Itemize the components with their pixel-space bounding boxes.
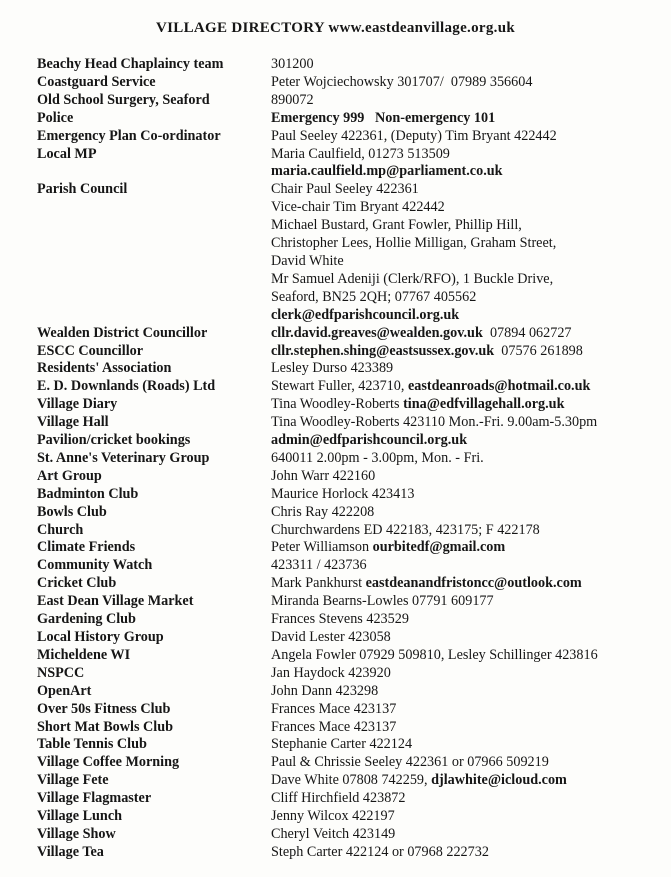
entry-details [271,486,662,504]
entry-label: Wealden District Councillor [37,324,208,341]
entry-detail-line [271,719,662,737]
entry-details [271,92,662,110]
entry-details [271,468,662,486]
entry-details [271,683,662,701]
email-address: tina@edfvillagehall.org.uk [403,396,565,413]
entry-label: Art Group [37,467,102,484]
page-title: VILLAGE DIRECTORY www.eastdeanvillage.org.uk [156,20,515,36]
entry-details [271,325,662,343]
directory-list [37,56,662,862]
entry-label: Over 50s Fitness Club [37,700,171,717]
entry-details [271,736,662,754]
detail-text: 640011 2.00pm - 3.00pm, Mon. - Fri. [271,449,484,466]
entry-detail-line [271,253,662,271]
entry-details [271,146,662,182]
entry-detail-line [271,414,662,432]
entry-details [271,701,662,719]
entry-label: Bowls Club [37,503,107,520]
detail-text: Vice-chair Tim Bryant 422442 [271,199,445,216]
detail-text: 301200 [271,56,314,72]
entry-details [271,593,662,611]
email-address: djlawhite@icloud.com [431,772,567,789]
directory-entry [37,736,662,754]
directory-entry [37,647,662,665]
entry-details [271,378,662,396]
entry-label: Village Show [37,825,116,842]
email-address: cllr.stephen.shing@eastsussex.gov.uk [271,342,495,359]
entry-label: Church [37,521,84,538]
entry-details [271,450,662,468]
entry-label: Parish Council [37,181,128,198]
entry-label: St. Anne's Veterinary Group [37,449,210,466]
email-address: clerk@edfparishcouncil.org.uk [271,306,460,323]
entry-detail-line [271,593,662,611]
entry-label: Local MP [37,145,97,162]
entry-label: Village Lunch [37,808,123,825]
entry-details [271,844,662,862]
entry-label: E. D. Downlands (Roads) Ltd [37,378,216,395]
entry-details [271,56,662,74]
directory-entry [37,74,662,92]
detail-text: Chris Ray 422208 [271,503,375,520]
detail-text: Maurice Horlock 423413 [271,485,415,502]
entry-detail-line [271,128,662,146]
entry-detail-line [271,665,662,683]
entry-label: Village Hall [37,414,109,431]
entry-detail-line [271,647,662,665]
entry-detail-line [271,199,662,217]
entry-details [271,539,662,557]
entry-label: Village Tea [37,843,104,860]
email-address: eastdeanroads@hotmail.co.uk [407,378,591,395]
email-address: cllr.david.greaves@wealden.gov.uk [271,324,483,341]
entry-detail-line [271,74,662,92]
entry-detail-line [271,468,662,486]
entry-label: Table Tennis Club [37,736,147,753]
entry-detail-line [271,163,662,181]
detail-text: Steph Carter 422124 or 07968 222732 [271,843,489,860]
entry-detail-line [271,683,662,701]
detail-text: Churchwardens ED 422183, 423175; F 422178 [271,521,540,538]
entry-details [271,128,662,146]
directory-entry [37,396,662,414]
entry-details [271,826,662,844]
entry-detail-line [271,736,662,754]
directory-entry [37,325,662,343]
detail-text: Dave White 07808 742259, [271,772,432,789]
detail-text: Tina Woodley-Roberts 423110 Mon.-Fri. 9.00am-5.30pm [271,414,598,431]
detail-text: Cliff Hirchfield 423872 [271,790,406,807]
entry-detail-line [271,289,662,307]
entry-detail-line [271,611,662,629]
detail-text: 07576 261898 [494,342,583,359]
entry-detail-line [271,92,662,110]
entry-detail-line [271,450,662,468]
entry-label: Community Watch [37,557,153,574]
entry-detail-line [271,539,662,557]
entry-details [271,772,662,790]
entry-label: Cricket Club [37,575,117,592]
entry-detail-line [271,504,662,522]
email-address: eastdeanandfristoncc@outlook.com [365,575,582,592]
entry-detail-line [271,522,662,540]
entry-detail-line [271,396,662,414]
directory-entry [37,56,662,74]
entry-detail-line [271,557,662,575]
detail-text: Peter Williamson [271,539,373,556]
entry-detail-line [271,790,662,808]
directory-entry [37,128,662,146]
entry-details [271,360,662,378]
entry-details [271,522,662,540]
detail-text: 07894 062727 [482,324,572,341]
entry-label: Old School Surgery, Seaford [37,91,210,108]
entry-details [271,557,662,575]
directory-entry [37,539,662,557]
directory-entry [37,468,662,486]
entry-label: Climate Friends [37,539,136,556]
detail-text: Paul & Chrissie Seeley 422361 or 07966 509219 [271,754,549,771]
directory-entry [37,683,662,701]
entry-label: Gardening Club [37,611,136,628]
entry-label: Short Mat Bowls Club [37,718,173,735]
detail-text: Peter Wojciechowsky 301707/ 07989 356604 [271,73,533,90]
email-address: admin@edfparishcouncil.org.uk [271,432,468,449]
entry-details [271,575,662,593]
entry-details [271,181,662,324]
detail-text: Chair Paul Seeley 422361 [271,181,419,198]
entry-details [271,432,662,450]
directory-entry [37,772,662,790]
entry-details [271,719,662,737]
detail-text: 890072 [271,91,314,108]
entry-label: Village Fete [37,772,109,789]
detail-text: Tina Woodley-Roberts [271,396,404,413]
entry-label: Village Coffee Morning [37,754,180,771]
detail-text: Stewart Fuller, 423710, [271,378,408,395]
entry-details [271,611,662,629]
entry-detail-line [271,217,662,235]
entry-detail-line [271,378,662,396]
detail-text: Mark Pankhurst [271,575,366,592]
entry-detail-line [271,486,662,504]
directory-entry [37,92,662,110]
directory-entry [37,719,662,737]
entry-detail-line [271,56,662,74]
entry-detail-line [271,844,662,862]
detail-text: David White [271,252,344,269]
entry-label: ESCC Councillor [37,342,144,359]
entry-details [271,74,662,92]
detail-text: Lesley Durso 423389 [271,360,394,377]
entry-detail-line [271,110,662,128]
directory-entry [37,611,662,629]
entry-detail-line [271,808,662,826]
detail-text: John Dann 423298 [271,682,379,699]
entry-label: OpenArt [37,682,92,699]
directory-entry [37,504,662,522]
entry-label: Local History Group [37,629,164,645]
entry-label: Residents' Association [37,360,172,377]
directory-entry [37,557,662,575]
email-address: ourbitedf@gmail.com [372,539,506,556]
directory-entry [37,110,662,128]
detail-text: Mr Samuel Adeniji (Clerk/RFO), 1 Buckle Drive, [271,270,554,287]
entry-label: Pavilion/cricket bookings [37,432,191,449]
directory-entry [37,450,662,468]
directory-entry [37,701,662,719]
directory-entry [37,360,662,378]
detail-text: Paul Seeley 422361, (Deputy) Tim Bryant 422442 [271,127,557,144]
directory-entry [37,790,662,808]
entry-detail-line [271,360,662,378]
entry-label: Micheldene WI [37,646,131,663]
detail-text: Cheryl Veitch 423149 [271,825,396,842]
entry-detail-line [271,325,662,343]
entry-details [271,414,662,432]
directory-entry [37,593,662,611]
entry-detail-line [271,575,662,593]
entry-detail-line [271,629,662,647]
email-address: maria.caulfield.mp@parliament.co.uk [271,163,503,180]
entry-detail-line [271,271,662,289]
detail-text: John Warr 422160 [271,467,376,484]
detail-text: Frances Stevens 423529 [271,611,409,628]
entry-detail-line [271,754,662,772]
detail-text: Michael Bustard, Grant Fowler, Phillip Hill, [271,217,522,234]
detail-text: Christopher Lees, Hollie Milligan, Graham Street, [271,235,557,252]
directory-entry [37,343,662,361]
directory-entry [37,378,662,396]
detail-text: Frances Mace 423137 [271,700,397,717]
directory-entry [37,826,662,844]
detail-text: Jan Haydock 423920 [271,664,391,681]
directory-entry [37,522,662,540]
detail-text: Angela Fowler 07929 509810, Lesley Schillinger 423816 [271,646,598,663]
directory-entry [37,808,662,826]
directory-entry [37,432,662,450]
entry-details [271,504,662,522]
entry-detail-line [271,235,662,253]
directory-entry [37,844,662,862]
entry-label: Beachy Head Chaplaincy team [37,56,224,72]
detail-text: Jenny Wilcox 422197 [271,808,395,825]
entry-details [271,665,662,683]
detail-text: Miranda Bearns-Lowles 07791 609177 [271,593,494,610]
detail-text: 423311 / 423736 [271,557,367,574]
entry-label: NSPCC [37,664,85,681]
detail-text: Stephanie Carter 422124 [271,736,413,753]
directory-entry [37,665,662,683]
entry-details [271,808,662,826]
entry-label: Village Flagmaster [37,790,152,807]
entry-details [271,647,662,665]
entry-label: Emergency Plan Co-ordinator [37,127,221,144]
entry-details [271,790,662,808]
directory-entry [37,575,662,593]
entry-detail-line [271,343,662,361]
entry-details [271,343,662,361]
entry-detail-line [271,181,662,199]
entry-details [271,110,662,128]
entry-detail-line [271,701,662,719]
directory-entry [37,181,662,324]
entry-label: East Dean Village Market [37,593,194,610]
entry-detail-line [271,307,662,325]
entry-details [271,754,662,772]
entry-details [271,629,662,647]
entry-label: Police [37,109,74,126]
entry-detail-line [271,432,662,450]
directory-entry [37,486,662,504]
directory-entry [37,146,662,182]
entry-details [271,396,662,414]
directory-entry [37,414,662,432]
detail-text: Emergency 999 Non-emergency 101 [271,109,496,126]
detail-text: Frances Mace 423137 [271,718,397,735]
entry-label: Badminton Club [37,485,139,502]
entry-detail-line [271,826,662,844]
directory-entry [37,754,662,772]
detail-text: Maria Caulfield, 01273 513509 [271,145,450,162]
directory-entry [37,629,662,647]
detail-text: Seaford, BN25 2QH; 07767 405562 [271,288,477,305]
detail-text: David Lester 423058 [271,629,391,645]
entry-detail-line [271,146,662,164]
entry-label: Village Diary [37,396,118,413]
entry-label: Coastguard Service [37,73,156,90]
entry-detail-line [271,772,662,790]
